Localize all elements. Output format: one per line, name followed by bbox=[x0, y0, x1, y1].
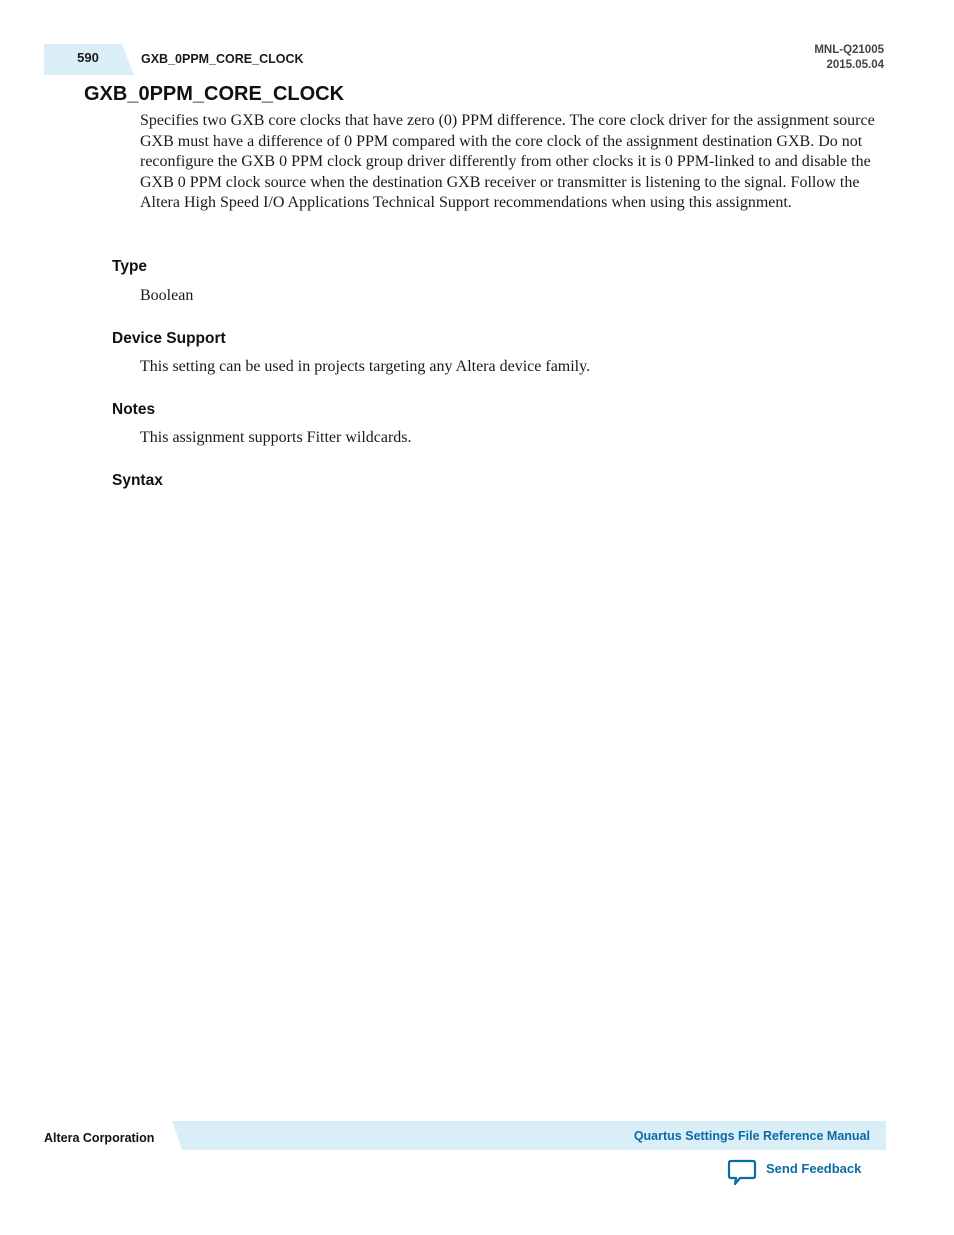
type-value: Boolean bbox=[140, 287, 194, 304]
device-support-text: This setting can be used in projects targeting any Altera device family. bbox=[140, 358, 591, 375]
section-heading-syntax: Syntax bbox=[112, 472, 163, 489]
send-feedback-link[interactable] bbox=[727, 1158, 861, 1188]
section-heading-notes: Notes bbox=[112, 401, 156, 418]
description-paragraph: Specifies two GXB core clocks that have zero (0) PPM difference. The core clock driver for the assignment source GXB must have a difference of 0 PPM compared with the core clock of the assignment destination GXB. Do not reconfigure the GXB 0 PPM clock group driver differently from other clocks it is 0 PPM-linked to and disable the GXB 0 PPM clock source when the destination GXB receiver or transmitter is listening to the signal. Follow the Altera High Speed I/O Applications Technical Support recommendations when using this assignment. bbox=[140, 112, 875, 212]
page-title: GXB_0PPM_CORE_CLOCK bbox=[84, 83, 345, 105]
page-number: 590 bbox=[77, 50, 99, 65]
section-heading-type: Type bbox=[112, 258, 148, 275]
notes-text: This assignment supports Fitter wildcards. bbox=[140, 429, 412, 446]
header-section-title: GXB_0PPM_CORE_CLOCK bbox=[141, 52, 304, 66]
footer-manual-title[interactable]: Quartus Settings File Reference Manual bbox=[633, 1129, 870, 1143]
document-date: 2015.05.04 bbox=[826, 59, 884, 71]
document-id-block bbox=[814, 43, 884, 73]
speech-bubble-icon bbox=[727, 1158, 757, 1186]
document-id: MNL-Q21005 bbox=[814, 44, 884, 56]
footer-company: Altera Corporation bbox=[44, 1131, 155, 1145]
send-feedback-label: Send Feedback bbox=[766, 1161, 862, 1176]
section-heading-device-support: Device Support bbox=[112, 330, 226, 347]
